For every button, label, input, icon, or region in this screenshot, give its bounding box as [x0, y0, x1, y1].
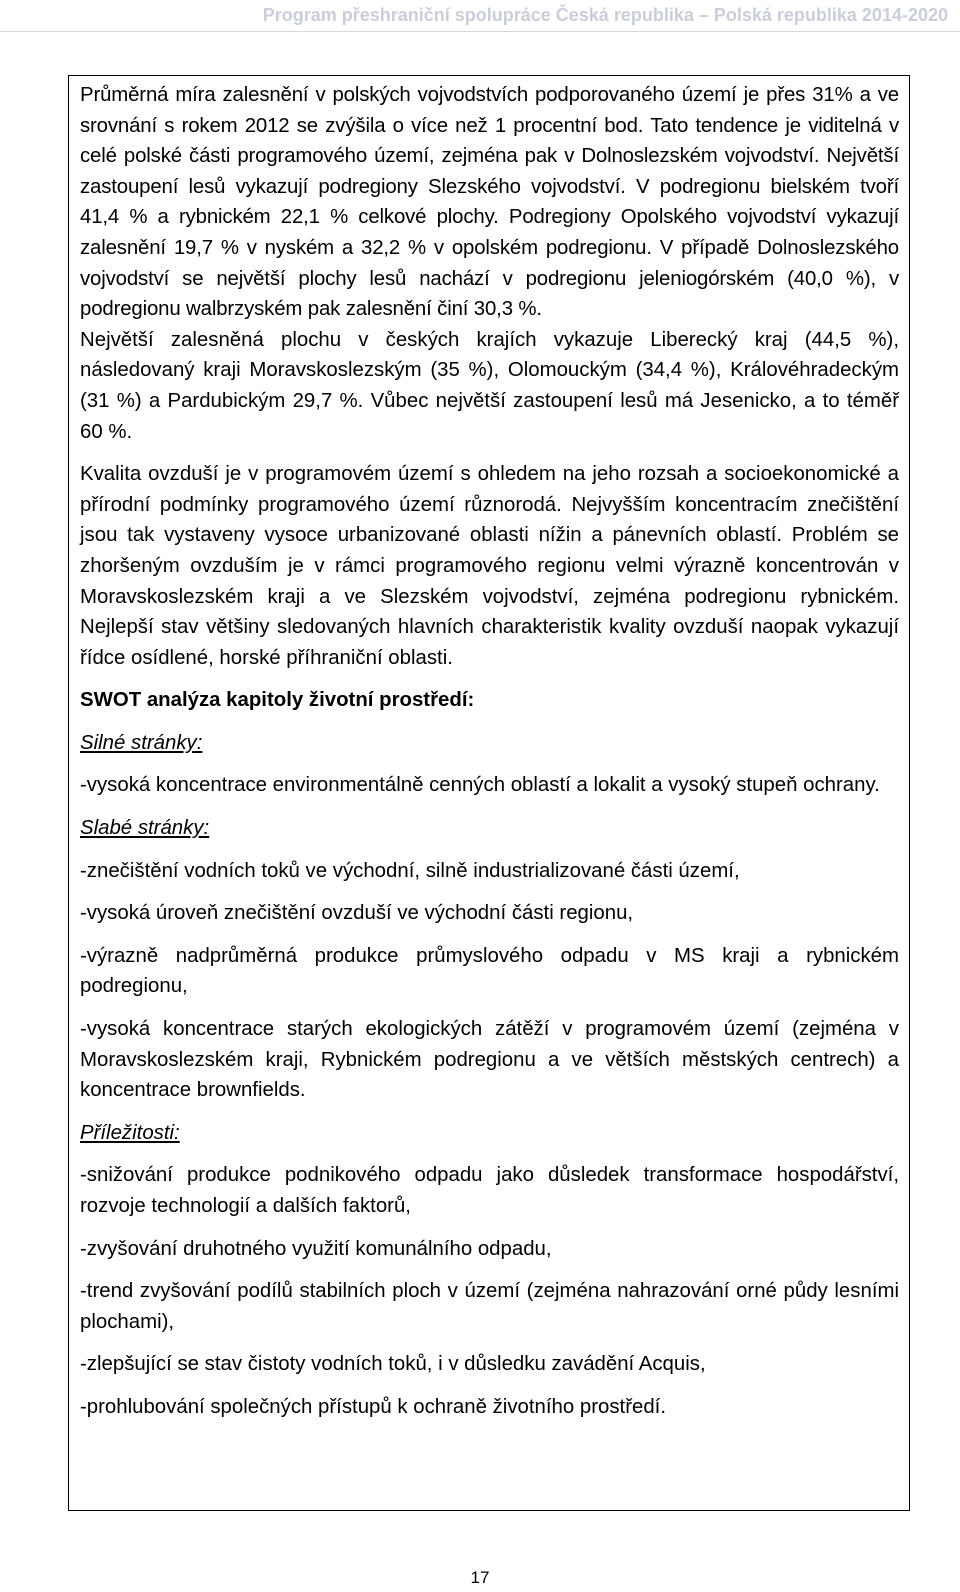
list-item: -vysoká úroveň znečištění ovzduší ve východní části regionu,	[80, 902, 634, 925]
list-item: -zvyšování druhotného využití komunálního odpadu,	[80, 1237, 552, 1260]
list-item: -znečištění vodních toků ve východní, silně industrializované části území,	[80, 859, 740, 882]
opportunities-label: Příležitosti:	[80, 1121, 180, 1144]
list-item: -vysoká koncentrace environmentálně cenných oblastí a lokalit a vysoký stupeň ochrany.	[80, 774, 880, 797]
list-item: -prohlubování společných přístupů k ochraně životního prostředí.	[80, 1395, 667, 1418]
list-item: -zlepšující se stav čistoty vodních toků, i v důsledku zavádění Acquis,	[80, 1353, 706, 1376]
list-item: -výrazně nadprůměrná produkce průmyslového odpadu v MS kraji a rybnickém podregionu,	[80, 944, 899, 998]
weaknesses-subheading	[80, 813, 899, 844]
page-number: 17	[470, 1568, 490, 1587]
header-divider	[0, 31, 960, 32]
list-item: -vysoká koncentrace starých ekologických zátěží v programovém území (zejména v Moravskoslezském kraji, Rybnickém podregionu a ve větších městských centrech) a koncentrace brownfields.	[80, 1018, 899, 1102]
list-item: -snižování produkce podnikového odpadu jako důsledek transformace hospodářství, rozvoje technologií a dalších faktorů,	[80, 1164, 899, 1217]
strengths-label: Silné stránky:	[80, 731, 203, 754]
document-header-title: Program přeshraniční spolupráce Česká republika – Polská republika 2014-2020	[262, 5, 948, 25]
opportunities-subheading	[80, 1118, 899, 1149]
swot-heading: SWOT analýza kapitoly životní prostředí:	[80, 689, 475, 712]
content-box	[68, 75, 910, 1511]
air-quality-paragraph: Kvalita ovzduší je v programovém území s ohledem na jeho rozsah a socioekonomické a přírodní podmínky programového území různorodá. Nejvyšším koncentracím znečištění jsou tak vystaveny vysoce urbanizované oblasti nížin a pánevních oblastí. Problém se zhoršeným ovzduším je v rámci programového regionu velmi výrazně koncentrován v Moravskoslezském kraji a ve Slezském vojvodství, zejména podregionu rybnickém. Nejlepší stav většiny sledovaných hlavních charakteristik kvality ovzduší naopak vykazují řídce osídlené, horské příhraniční oblasti.	[80, 463, 899, 669]
forestation-poland-paragraph: Průměrná míra zalesnění v polských vojvodstvích podporovaného území je přes 31% a ve srovnání s rokem 2012 se zvýšila o více než 1 procentní bod. Tato tendence je viditelná v celé polské části programového území, zejména pak v Dolnoslezském vojvodství. Největší zastoupení lesů vykazují podregiony Slezského vojvodství. V podregionu bielském tvoří 41,4 % a rybnickém 22,1 % celkové plochy. Podregiony Opolského vojvodství vykazují zalesnění 19,7 % v nyském a 32,2 % v opolském podregionu. V případě Dolnoslezského vojvodství se největší plochy lesů nachází v podregionu jeleniogórském (40,0 %), v podregionu walbrzyském pak zalesnění činí 30,3 %.	[80, 84, 899, 321]
list-item: -trend zvyšování podílů stabilních ploch v území (zejména nahrazování orné půdy lesními plochami),	[80, 1280, 899, 1333]
strengths-subheading	[80, 728, 899, 759]
weaknesses-label: Slabé stránky:	[80, 817, 210, 840]
forestation-czech-paragraph: Největší zalesněná plochu v českých krajích vykazuje Liberecký kraj (44,5 %), následovaný kraji Moravskoslezským (35 %), Olomouckým (34,4 %), Královéhradeckým (31 %) a Pardubickým 29,7 %. Vůbec největší zastoupení lesů má Jesenicko, a to téměř 60 %.	[80, 328, 899, 443]
